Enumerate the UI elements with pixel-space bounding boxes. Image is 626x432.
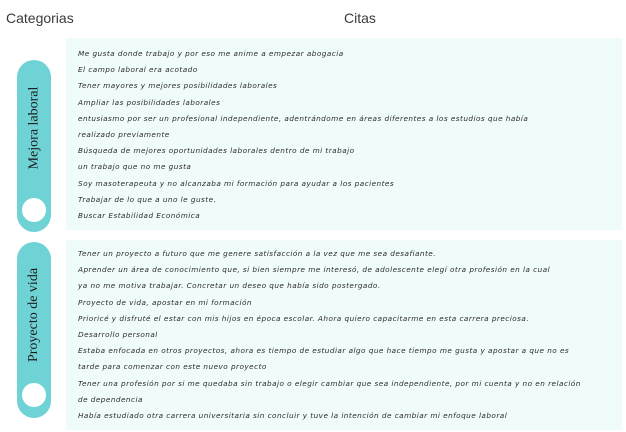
- quote-item: Buscar Estabilidad Económica: [78, 211, 201, 221]
- quote-item: realizado previamente: [78, 130, 170, 140]
- quotes-panel-mejora-laboral: [66, 38, 622, 230]
- quote-item: de dependencia: [78, 394, 143, 404]
- quote-item: Búsqueda de mejores oportunidades laborales dentro de mi trabajo: [78, 146, 355, 156]
- quote-item: Aprender un área de conocimiento que, si bien siempre me interesó, de adolescente elegí otra profesión en la cual: [78, 265, 551, 275]
- quotes-panel-proyecto-de-vida: [66, 240, 622, 430]
- quote-item: Ampliar las posibilidades laborales: [78, 97, 221, 107]
- quote-item: ya no me motiva trabajar. Concretar un deseo que había sido postergado.: [78, 281, 381, 291]
- quote-list: [78, 246, 618, 424]
- category-label: Mejora laboral: [26, 86, 42, 170]
- quote-item: un trabajo que no me gusta: [78, 162, 192, 172]
- quote-item: Prioricé y disfruté el estar con mis hijos en época escolar. Ahora quiero capacitarme en esta carrera preciosa.: [78, 313, 530, 323]
- quote-item: Me gusta donde trabajo y por eso me anime a empezar abogacia: [78, 49, 344, 58]
- quote-item: Tener un proyecto a futuro que me genere satisfacción a la vez que me sea desafiante.: [78, 249, 436, 258]
- circle-icon: [22, 383, 46, 407]
- quote-item: entusiasmo por ser un profesional independiente, adentrándome en áreas diferentes a los estudios que había: [78, 113, 529, 123]
- quote-item: Tener mayores y mejores posibilidades laborales: [78, 81, 278, 91]
- quote-item: Soy masoterapeuta y no alcanzaba mi formación para ayudar a los pacientes: [78, 178, 395, 188]
- categorias-header: Categorias: [6, 10, 74, 26]
- quote-item: Desarrollo personal: [78, 330, 158, 340]
- quote-item: Estaba enfocada en otros proyectos, ahora es tiempo de estudiar algo que hace tiempo me gusta y apostar a que no es: [78, 346, 570, 356]
- category-label-wrapper: [17, 256, 51, 374]
- quote-item: Proyecto de vida, apostar en mi formación: [78, 297, 252, 307]
- quote-list: [78, 46, 618, 224]
- quote-item: tarde para comenzar con este nuevo proyecto: [78, 362, 267, 372]
- category-pill-mejora-laboral: [17, 60, 51, 232]
- quote-item: Trabajar de lo que a uno le guste.: [78, 194, 217, 204]
- category-pill-proyecto-de-vida: [17, 242, 51, 418]
- quote-item: Había estudiado otra carrera universitaria sin concluir y tuve la intención de cambiar mi enfoque laboral: [78, 411, 508, 421]
- citas-header: Citas: [344, 10, 376, 26]
- quote-item: Tener una profesión por si me quedaba sin trabajo o elegir cambiar que sea independiente, por mi cuenta y no en relación: [78, 378, 581, 388]
- category-label: Proyecto de vida: [26, 267, 41, 363]
- circle-icon: [22, 198, 46, 222]
- quote-item: El campo laboral era acotado: [78, 65, 198, 75]
- category-label-wrapper: [17, 70, 51, 186]
